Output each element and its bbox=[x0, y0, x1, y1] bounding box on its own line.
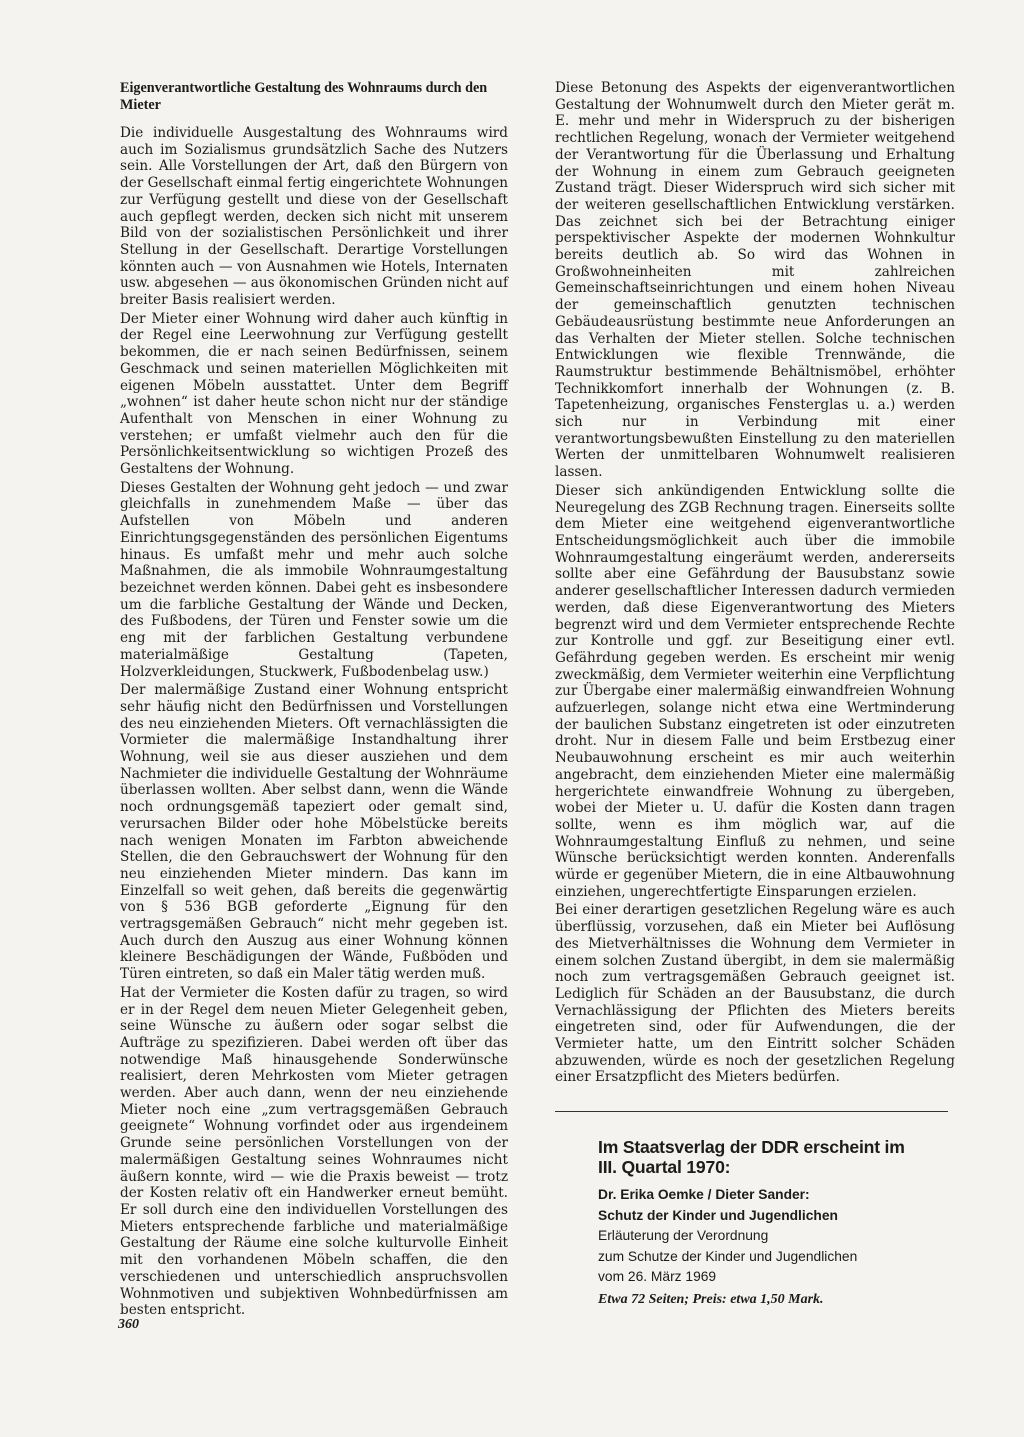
announcement-title: Schutz der Kinder und Jugendlichen bbox=[598, 1207, 838, 1223]
paragraph: Der malermäßige Zustand einer Wohnung entspricht sehr häufig nicht den Bedürfnissen und Vorstellungen des neu einziehenden Mieters. Oft vernachlässigten die Vormieter die malermäßige Instandhaltung ihrer Wohnung, weil sie aus dieser ausziehen und dem Nachmieter die individuelle Gestaltung der Wohnräume überlassen wollten. Aber selbst dann, wenn die Wände noch ordnungsgemäß tapeziert oder gemalt sind, verursachen Bilder oder hohe Möbelstücke bereits nach wenigen Monaten im Farbton abweichende Stellen, die den Gebrauchswert der Wohnung für den neu einziehenden Mieter mindern. Das kann im Einzelfall so weit gehen, daß bereits die gegenwärtig von § 536 BGB geforderte „Eignung für den vertragsgemäßen Gebrauch“ nicht mehr gegeben ist. Auch durch den Auszug aus einer Wohnung können kleinere Beschädigungen der Wände, Fußböden und Türen eintreten, so daß ein Maler tätig werden muß. bbox=[120, 682, 508, 983]
paragraph: Dieses Gestalten der Wohnung geht jedoch — und zwar gleichfalls in zunehmendem Maße — über das Aufstellen von Möbeln und anderen Einrichtungsgegenständen des persönlichen Eigentums hinaus. Es umfaßt mehr und mehr auch solche Maßnahmen, die als immobile Wohnraumgestaltung bezeichnet werden können. Dabei geht es insbesondere um die farbliche Gestaltung der Wände und Decken, des Fußbodens, der Türen und Fenster sowie um die eng mit der farblichen Gestaltung verbundene materialmäßige Gestaltung (Tapeten, Holzverkleidungen, Stuckwerk, Fußbodenbelag usw.) bbox=[120, 479, 508, 680]
paragraph: Die individuelle Ausgestaltung des Wohnraums wird auch im Sozialismus grundsätzlich Sache des Nutzers sein. Alle Vorstellungen der Art, daß den Bürgern von der Gesellschaft einmal fertig eingerichtete Wohnungen zur Verfügung gestellt und diese von der Gesellschaft auch gepflegt werden, decken sich nicht mit unserem Bild von der sozialistischen Persönlichkeit und ihrer Stellung in der Gesellschaft. Derartige Vorstellungen könnten auch — von Ausnahmen wie Hotels, Internaten usw. abgesehen — aus ökonomischen Gründen nicht auf breiter Basis realisiert werden. bbox=[120, 125, 508, 309]
announcement-price: Etwa 72 Seiten; Preis: etwa 1,50 Mark. bbox=[598, 1291, 824, 1307]
paragraph: Dieser sich ankündigenden Entwicklung sollte die Neuregelung des ZGB Rechnung tragen. Einerseits sollte dem Mieter eine weitgehend eigenverantwortliche Entscheidungsmöglichkeit auch über die immobile Wohnraumgestaltung eingeräumt werden, andererseits sollte aber eine Gefährdung der Bausubstanz sowie anderer gesellschaftlicher Interessen dadurch vermieden werden, daß diese Eigenverantwortung des Mieters begrenzt wird und dem Vermieter entsprechende Rechte zur Kontrolle und ggf. zur Beseitigung einer evtl. Gefährdung gegeben werden. Es erscheint mir wenig zweckmäßig, dem Vermieter weiterhin eine Verpflichtung zur Übergabe einer malermäßig einwandfreien Wohnung aufzuerlegen, solange nicht etwa eine Wertminderung der baulichen Substanz eingetreten ist oder einzutreten droht. Nur in diesem Falle und beim Erstbezug einer Neubauwohnung erscheint es mir auch weiterhin angebracht, dem einziehenden Mieter eine malermäßig hergerichtete einwandfreie Wohnung zu übergeben, wobei der Mieter u. U. dafür die Kosten dann tragen sollte, wenn es ihm möglich war, auf die Wohnraumgestaltung Einfluß zu nehmen, und seine Wünsche berücksichtigt werden konnten. Anderenfalls würde er gegenüber Mietern, die in eine Altbauwohnung einziehen, ungerechtfertigte Einsparungen erzielen. bbox=[555, 482, 955, 900]
announcement-heading: Im Staatsverlag der DDR erscheint im III. Quartal 1970: bbox=[598, 1137, 905, 1177]
announcement-subtitle: Erläuterung der Verordnung bbox=[598, 1228, 769, 1243]
announcement-subtitle: zum Schutze der Kinder und Jugendlichen bbox=[598, 1248, 858, 1264]
announcement-authors: Dr. Erika Oemke / Dieter Sander: bbox=[598, 1187, 810, 1202]
left-column bbox=[120, 80, 508, 1321]
right-column bbox=[555, 80, 955, 1088]
page-number: 360 bbox=[118, 1317, 139, 1332]
paragraph: Hat der Vermieter die Kosten dafür zu tragen, so wird er in der Regel dem neuen Mieter Gelegenheit geben, seine Wünsche zu äußern oder sogar selbst die Aufträge zu spezifizieren. Dabei werden oft über das notwendige Maß hinausgehende Sonderwünsche realisiert, deren Mehrkosten vom Mieter getragen werden. Aber auch dann, wenn der neu einziehende Mieter noch eine „zum vertragsgemäßen Gebrauch geeignete“ Wohnung vorfindet oder aus irgendeinem Grunde seine persönlichen Vorstellungen von der malermäßigen Gestaltung seines Wohnraumes nicht äußern konnte, wird — wie die Praxis beweist — trotz der Kosten relativ oft ein Handwerker erneut bemüht. Er soll durch eine den individuellen Vorstellungen des Mieters entsprechende farbliche und materialmäßige Gestaltung der Räume eine solche kulturvolle Einheit mit den vorhandenen Möbeln schaffen, die den verschiedenen und unterschiedlich anspruchsvollen Wohnmotiven und subjektiven Wohnbedürfnissen am besten entspricht. bbox=[120, 984, 508, 1319]
paragraph: Diese Betonung des Aspekts der eigenverantwortlichen Gestaltung der Wohnumwelt durch den Mieter gerät m. E. mehr und mehr in Widerspruch zu der bisherigen rechtlichen Regelung, wonach der Vermieter weitgehend der Verantwortung für die Überlassung und Erhaltung der Wohnung in einem zum Gebrauch geeigneten Zustand trägt. Dieser Widerspruch wird sich sicher mit der weiteren gesellschaftlichen Entwicklung verstärken. Das zeichnet sich bei der Betrachtung einiger perspektivischer Aspekte der modernen Wohnkultur bereits deutlich ab. So wird das Wohnen in Großwohneinheiten mit zahlreichen Gemeinschaftseinrichtungen und einem hohen Niveau der gemeinschaftlich genutzten technischen Gebäudeausrüstung bestimmte neue Anforderungen an das Verhalten der Mieter stellen. Solche technischen Entwicklungen wie flexible Trennwände, die Raumstruktur bestimmende Behältnismöbel, erhöhter Technikkomfort innerhalb der Wohnungen (z. B. Tapetenheizung, organisches Fensterglas u. a.) werden sich nur in Verbindung mit einer verantwortungsbewußten Einstellung zu den materiellen Werten der unmittelbaren Wohnumwelt realisieren lassen. bbox=[555, 80, 955, 481]
publisher-announcement bbox=[598, 1137, 928, 1310]
paragraph: Der Mieter einer Wohnung wird daher auch künftig in der Regel eine Leerwohnung zur Verfügung gestellt bekommen, die er nach seinen Bedürfnissen, seinem Geschmack und seinen materiellen Möglichkeiten mit eigenen Möbeln ausstattet. Unter dem Begriff „wohnen“ ist daher heute schon nicht nur der ständige Aufenthalt von Menschen in einer Wohnung zu verstehen; er umfaßt vielmehr auch den für die Persönlichkeitsentwicklung so wichtigen Prozeß des Gestaltens der Wohnung. bbox=[120, 310, 508, 478]
announcement-subtitle: vom 26. März 1969 bbox=[598, 1269, 717, 1284]
paragraph: Bei einer derartigen gesetzlichen Regelung wäre es auch überflüssig, vorzusehen, daß ein Mieter bei Auflösung des Mietverhältnisses die Wohnung dem Vermieter in einem solchen Zustand übergibt, in dem sie malermäßig noch zum vertragsgemäßen Gebrauch geeignet ist. Lediglich für Schäden an der Bausubstanz, die durch Vernachlässigung der Pflichten des Mieters bereits eingetreten sind, oder für Aufwendungen, die der Vermieter hatte, um den Eintritt solcher Schäden abzuwenden, würde es noch der gesetzlichen Regelung einer Ersatzpflicht des Mieters bedürfen. bbox=[555, 902, 955, 1086]
divider-rule bbox=[555, 1111, 948, 1112]
section-heading: Eigenverantwortliche Gestaltung des Wohnraums durch den Mieter bbox=[120, 80, 488, 113]
